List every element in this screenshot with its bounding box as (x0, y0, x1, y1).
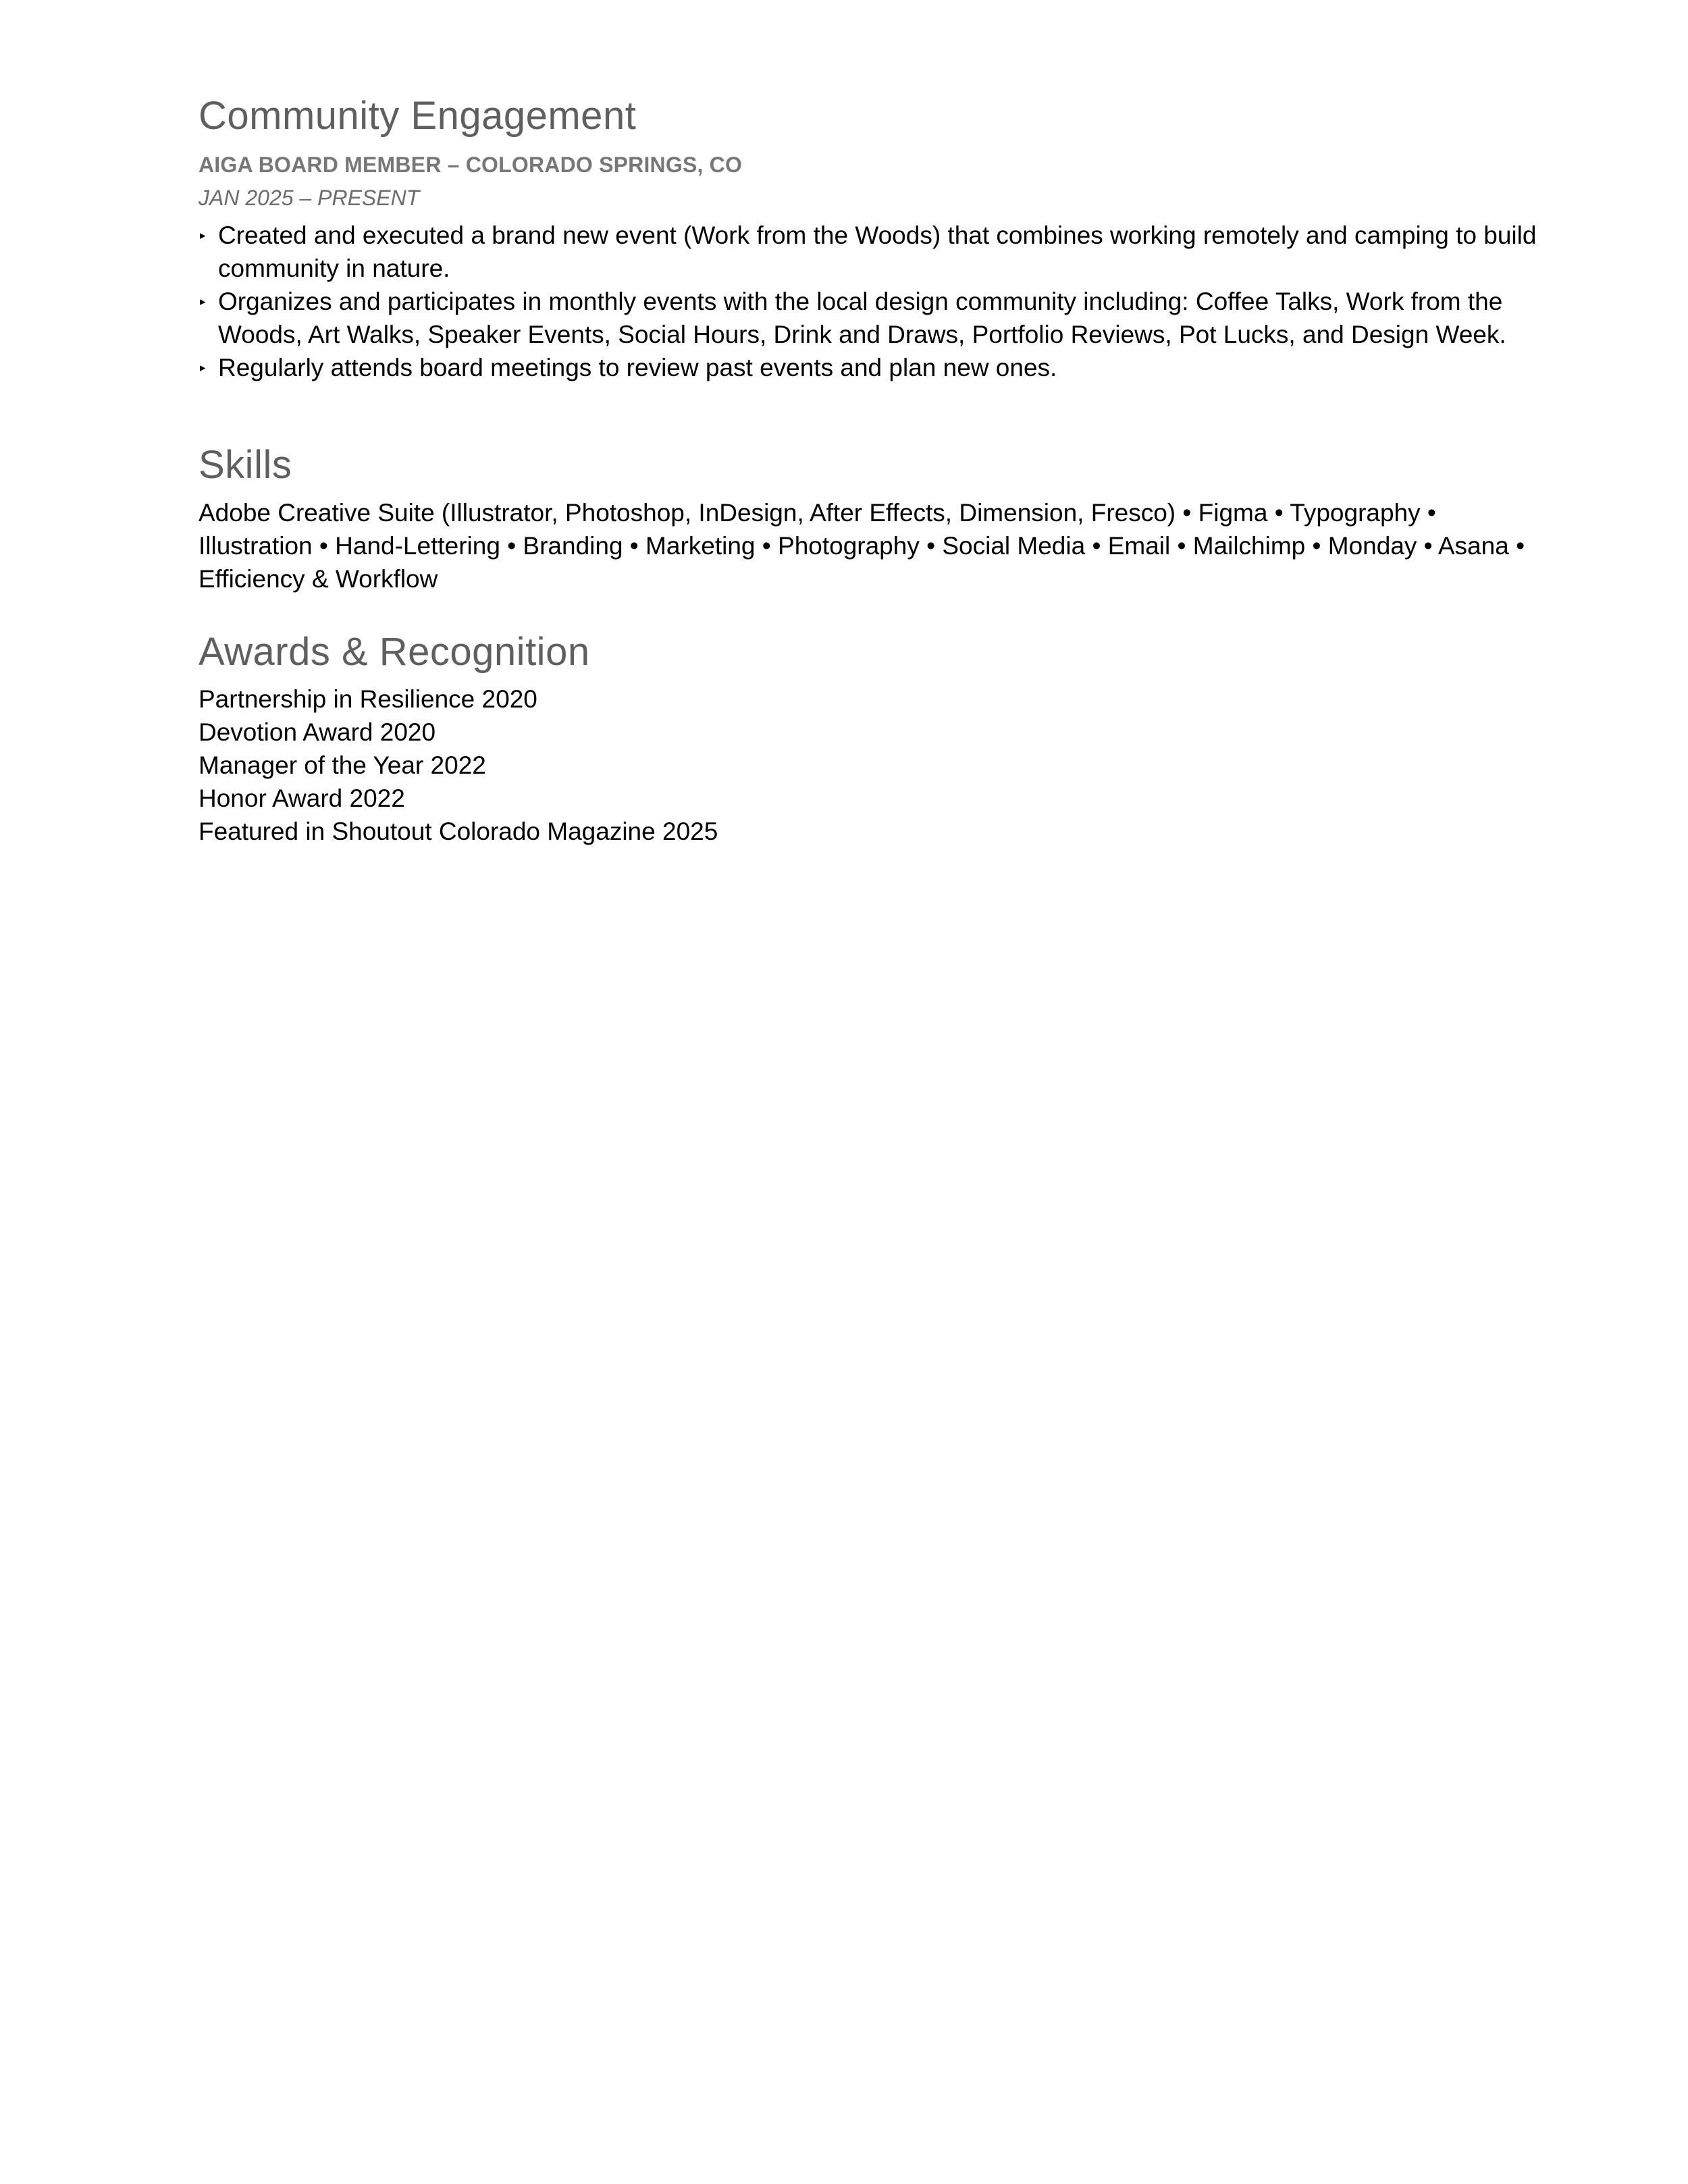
bullet-triangle-icon: ▸ (200, 294, 206, 308)
bullet-item (199, 285, 1542, 351)
resume-page (199, 95, 1542, 848)
role-dates: JAN 2025 – PRESENT (199, 185, 420, 210)
section-spacer (199, 384, 1542, 444)
awards-section (199, 631, 1542, 849)
bullet-text: Created and executed a brand new event (Work from the Woods) that combines working remotely and camping to build community in nature. (218, 221, 1537, 282)
section-title-community: Community Engagement (199, 94, 637, 138)
role-title: AIGA BOARD MEMBER – COLORADO SPRINGS, CO (199, 152, 743, 177)
bullet-item (199, 351, 1542, 384)
bullet-triangle-icon: ▸ (200, 361, 206, 374)
award-item: Manager of the Year 2022 (199, 751, 486, 780)
award-item: Honor Award 2022 (199, 784, 405, 813)
section-spacer (199, 595, 1542, 631)
skills-text: Adobe Creative Suite (Illustrator, Photoshop, InDesign, After Effects, Dimension, Fresco) • Figma • Typography • Illustration • Hand-Lettering • Branding • Marketing • Photography • Social Media • Email • Mailchimp • Monday • Asana • Efficiency & Workflow (199, 498, 1525, 593)
award-item: Featured in Shoutout Colorado Magazine 2025 (199, 818, 718, 846)
awards-list (199, 683, 1542, 848)
skills-section (199, 444, 1542, 595)
community-engagement-section (199, 95, 1542, 384)
bullet-item (199, 219, 1542, 285)
award-item: Partnership in Resilience 2020 (199, 685, 537, 714)
bullet-text: Regularly attends board meetings to review past events and plan new ones. (218, 353, 1057, 381)
bullet-triangle-icon: ▸ (200, 228, 206, 242)
section-title-awards: Awards & Recognition (199, 629, 590, 674)
section-title-skills: Skills (199, 442, 292, 487)
community-bullet-list (199, 219, 1542, 384)
bullet-text: Organizes and participates in monthly events with the local design community including: Coffee Talks, Work from the Woods, Art Walks, Speaker Events, Social Hours, Drink and Draws, Portfolio Reviews, Pot Lucks, and Design Week. (218, 287, 1506, 348)
award-item: Devotion Award 2020 (199, 718, 436, 747)
